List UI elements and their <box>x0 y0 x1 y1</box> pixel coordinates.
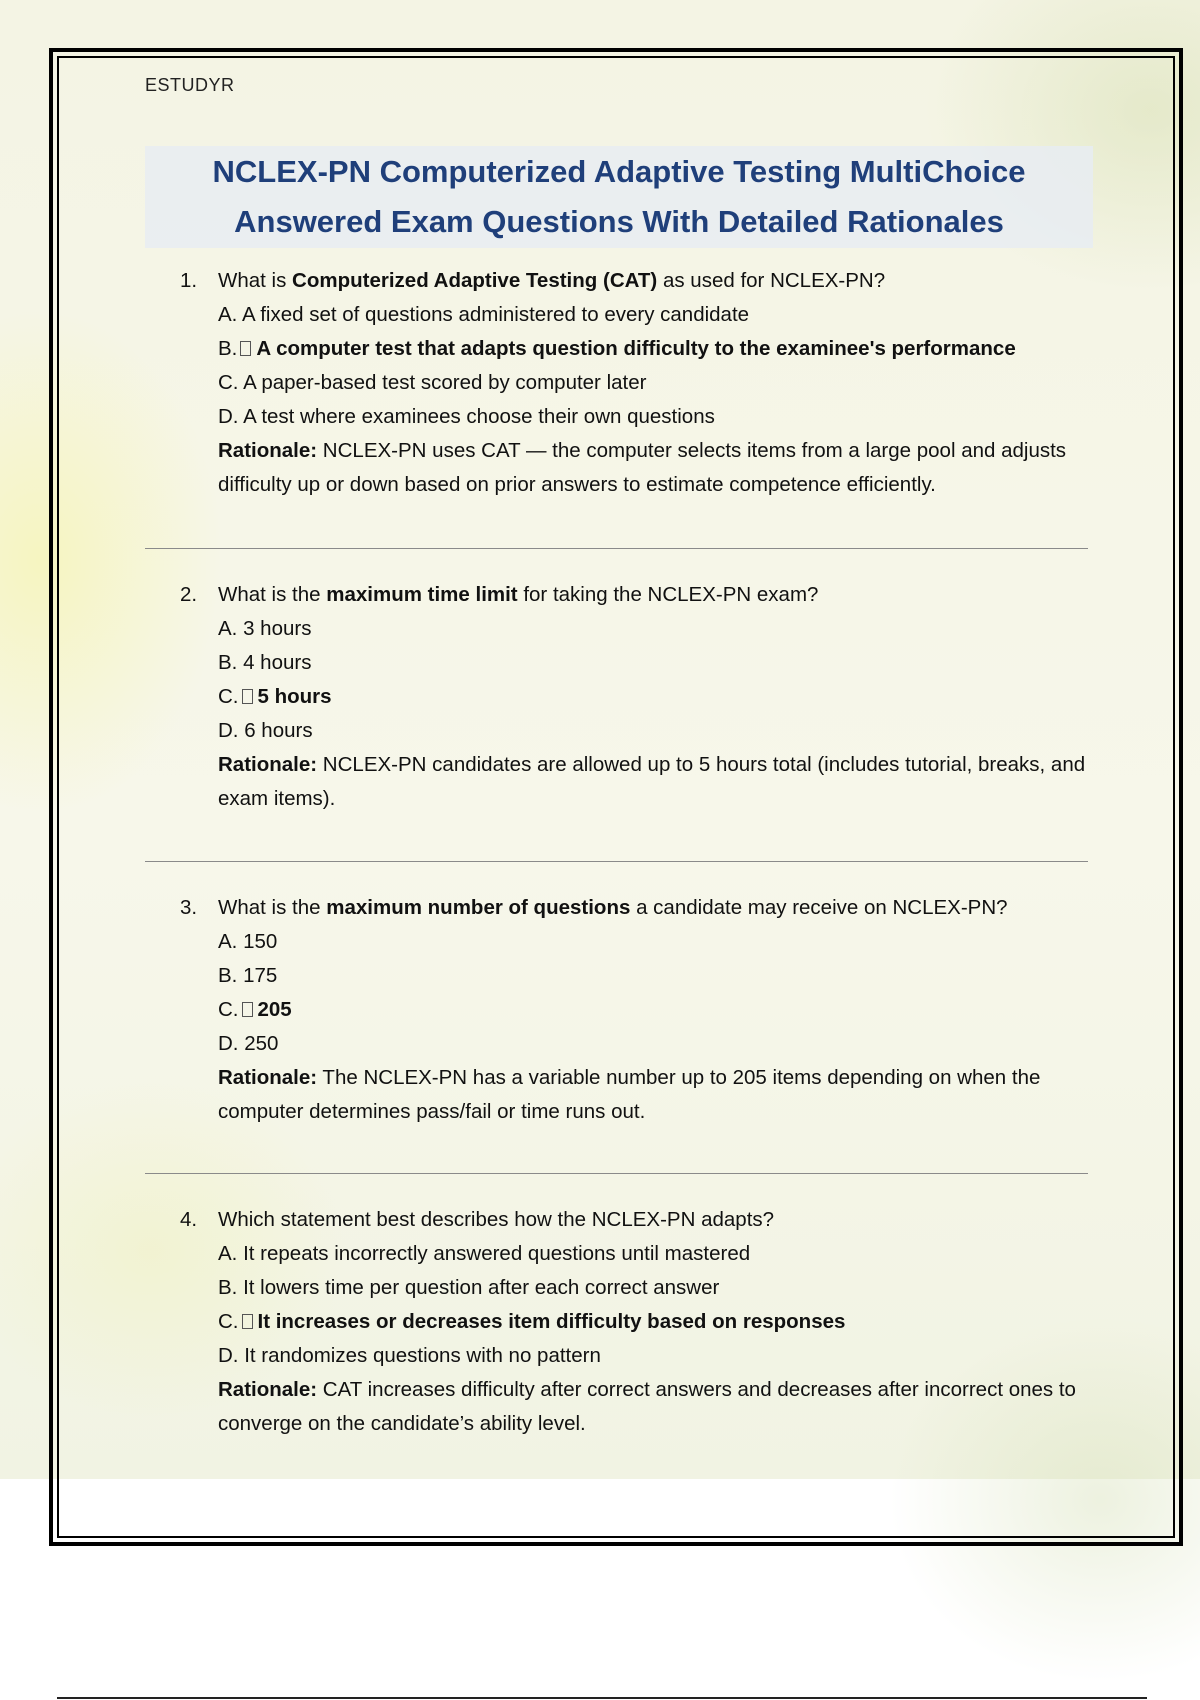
checkbox-icon <box>240 341 251 356</box>
option-d: D. 250 <box>218 1032 279 1055</box>
question-3 <box>180 891 1100 1129</box>
question-stem: Which statement best describes how the NCLEX-PN adapts? <box>218 1208 775 1231</box>
document-title <box>145 146 1093 248</box>
option-b: B. 175 <box>218 964 278 987</box>
question-divider <box>145 1173 1088 1174</box>
option-d: D. 6 hours <box>218 719 313 742</box>
title-line-1: NCLEX-PN Computerized Adaptive Testing MultiChoice <box>212 154 1026 189</box>
checkbox-icon <box>242 1002 253 1017</box>
rationale: Rationale: CAT increases difficulty after correct answers and decreases after incorrect ones to converge on the candidate’s ability level. <box>218 1378 1076 1435</box>
question-stem: What is the maximum number of questions a candidate may receive on NCLEX-PN? <box>218 896 1008 919</box>
option-c: C. A paper-based test scored by computer later <box>218 371 647 394</box>
checkbox-icon <box>242 1314 253 1329</box>
footer-rule <box>57 1697 1147 1699</box>
question-divider <box>145 548 1088 549</box>
question-number: 3. <box>180 896 198 919</box>
option-a: A. It repeats incorrectly answered questions until mastered <box>218 1242 751 1265</box>
question-stem: What is Computerized Adaptive Testing (CAT) as used for NCLEX-PN? <box>218 269 886 292</box>
question-number: 1. <box>180 269 198 292</box>
option-a: A. 3 hours <box>218 617 312 640</box>
title-line-2: Answered Exam Questions With Detailed Rationales <box>234 204 1004 239</box>
option-d: D. It randomizes questions with no pattern <box>218 1344 601 1367</box>
question-divider <box>145 861 1088 862</box>
option-c-correct: C. It increases or decreases item difficulty based on responses <box>218 1310 846 1333</box>
option-b: B. It lowers time per question after each correct answer <box>218 1276 720 1299</box>
rationale: Rationale: NCLEX-PN uses CAT — the computer selects items from a large pool and adjusts difficulty up or down based on prior answers to estimate competence efficiently. <box>218 439 1067 496</box>
question-stem: What is the maximum time limit for taking the NCLEX-PN exam? <box>218 583 819 606</box>
question-4 <box>180 1203 1100 1441</box>
question-1 <box>180 264 1100 502</box>
option-c-correct: C. 5 hours <box>218 685 332 708</box>
question-number: 2. <box>180 583 198 606</box>
brand-label: ESTUDYR <box>145 75 235 95</box>
question-number: 4. <box>180 1208 198 1231</box>
option-d: D. A test where examinees choose their own questions <box>218 405 715 428</box>
option-b-correct: B. A computer test that adapts question difficulty to the examinee's performance <box>218 337 1016 360</box>
question-2 <box>180 578 1100 816</box>
option-c-correct: C. 205 <box>218 998 292 1021</box>
option-a: A. A fixed set of questions administered to every candidate <box>218 303 750 326</box>
option-a: A. 150 <box>218 930 278 953</box>
option-b: B. 4 hours <box>218 651 312 674</box>
checkbox-icon <box>242 689 253 704</box>
rationale: Rationale: NCLEX-PN candidates are allowed up to 5 hours total (includes tutorial, breaks, and exam items). <box>218 753 1086 810</box>
rationale: Rationale: The NCLEX-PN has a variable number up to 205 items depending on when the computer determines pass/fail or time runs out. <box>218 1066 1041 1123</box>
